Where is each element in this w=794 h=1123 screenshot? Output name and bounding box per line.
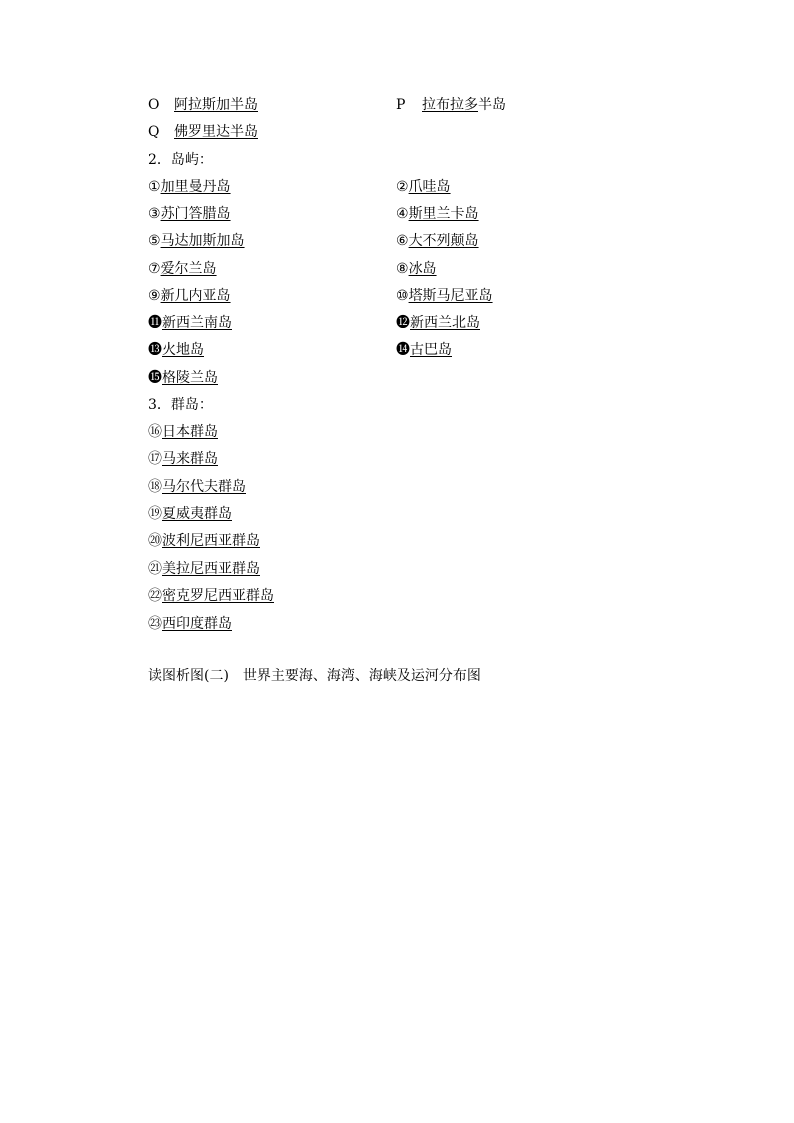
- island-item: [396, 177, 451, 197]
- item-number: ⑥: [396, 233, 409, 249]
- item-name: 马来群岛: [162, 451, 218, 467]
- item-number: ㉒: [148, 588, 162, 604]
- item-number: ⑨: [148, 288, 161, 304]
- archipelago-item: [148, 477, 246, 497]
- island-item: [148, 259, 217, 279]
- item-name: 加里曼丹岛: [160, 179, 231, 195]
- item-name: 格陵兰岛: [162, 370, 218, 386]
- archipelago-item: [148, 422, 218, 442]
- archipelago-item: [148, 504, 232, 524]
- item-number: ②: [396, 179, 409, 195]
- item-name: 冰岛: [408, 261, 437, 277]
- island-item: [148, 340, 204, 360]
- item-number: ㉓: [148, 616, 162, 632]
- item-number: ⓭: [148, 342, 162, 358]
- island-item: [148, 286, 231, 306]
- peninsula-p: [396, 95, 506, 115]
- item-name: 马尔代夫群岛: [162, 479, 246, 495]
- item-number: ⓮: [396, 342, 410, 358]
- item-number: ⑩: [396, 288, 409, 304]
- item-name: 斯里兰卡岛: [408, 206, 479, 222]
- archipelago-item: [148, 449, 218, 469]
- item-number: ⓯: [148, 370, 162, 386]
- peninsula-letter: P: [396, 97, 406, 113]
- item-number: ⑲: [148, 506, 162, 522]
- peninsula-q: [148, 122, 258, 142]
- item-name: 新几内亚岛: [160, 288, 231, 304]
- peninsula-name: 阿拉斯加半岛: [174, 97, 258, 113]
- item-number: ⑯: [148, 424, 162, 440]
- item-name: 古巴岛: [410, 342, 452, 358]
- island-item: [148, 177, 231, 197]
- item-name: 日本群岛: [162, 424, 218, 440]
- item-number: ①: [148, 179, 161, 195]
- item-number: ⓫: [148, 315, 162, 331]
- item-name: 爱尔兰岛: [160, 261, 217, 277]
- item-name: 火地岛: [162, 342, 204, 358]
- item-name: 新西兰北岛: [410, 315, 480, 331]
- map-caption: 读图析图(二) 世界主要海、海湾、海峡及运河分布图: [148, 668, 481, 684]
- peninsula-name-rest: 半岛: [478, 97, 506, 113]
- item-number: ⑧: [396, 261, 409, 277]
- island-item: [396, 231, 479, 251]
- archipelagos-heading: 3．群岛：: [148, 397, 213, 413]
- archipelago-item: [148, 586, 274, 606]
- item-name: 苏门答腊岛: [160, 206, 231, 222]
- item-number: ④: [396, 206, 409, 222]
- island-item: [148, 313, 232, 333]
- item-name: 大不列颠岛: [408, 233, 479, 249]
- item-name: 波利尼西亚群岛: [162, 533, 260, 549]
- island-item: [396, 340, 452, 360]
- item-number: ㉑: [148, 561, 162, 577]
- archipelago-item: [148, 559, 260, 579]
- peninsula-letter: Q: [148, 124, 160, 140]
- island-item: [396, 313, 480, 333]
- item-name: 马达加斯加岛: [160, 233, 245, 249]
- island-item: [396, 259, 437, 279]
- island-item: [148, 368, 218, 388]
- peninsula-name: 佛罗里达半岛: [174, 124, 258, 140]
- item-number: ⑤: [148, 233, 161, 249]
- archipelago-item: [148, 614, 232, 634]
- item-number: ⑳: [148, 533, 162, 549]
- item-name: 新西兰南岛: [162, 315, 232, 331]
- item-number: ③: [148, 206, 161, 222]
- item-name: 美拉尼西亚群岛: [162, 561, 260, 577]
- item-number: ⑦: [148, 261, 161, 277]
- archipelago-item: [148, 531, 260, 551]
- item-number: ⑰: [148, 451, 162, 467]
- islands-heading: 2．岛屿：: [148, 152, 213, 168]
- island-item: [148, 231, 245, 251]
- peninsula-name-underlined: 拉布拉多: [422, 97, 478, 113]
- item-name: 西印度群岛: [162, 616, 232, 632]
- island-item: [396, 286, 493, 306]
- peninsula-letter: O: [148, 97, 160, 113]
- item-name: 塔斯马尼亚岛: [408, 288, 493, 304]
- island-item: [396, 204, 479, 224]
- item-number: ⓬: [396, 315, 410, 331]
- item-name: 密克罗尼西亚群岛: [162, 588, 274, 604]
- item-name: 爪哇岛: [408, 179, 451, 195]
- peninsula-o: [148, 95, 258, 115]
- item-name: 夏威夷群岛: [162, 506, 232, 522]
- item-number: ⑱: [148, 479, 162, 495]
- island-item: [148, 204, 231, 224]
